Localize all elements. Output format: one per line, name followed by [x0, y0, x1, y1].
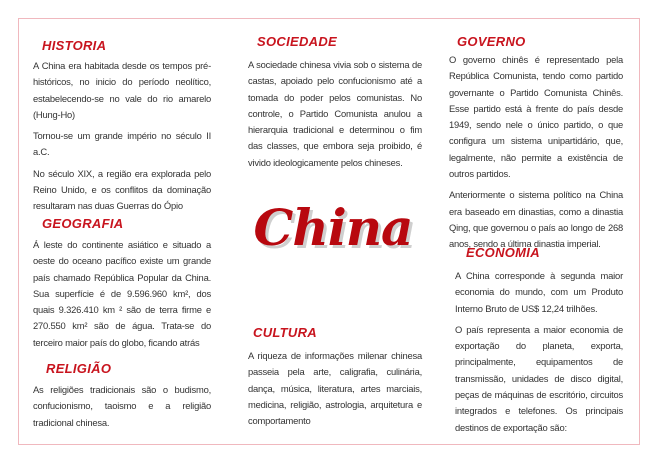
section-body-geografia	[33, 237, 211, 356]
section-title-governo: GOVERNO	[457, 34, 526, 49]
section-body-governo	[449, 52, 623, 258]
section-title-historia: HISTORIA	[42, 38, 107, 53]
paragraph: Anteriormente o sistema político na China era baseado em dinastias, como a dinastia Qing, que governou o país ao longo de 268 anos, sendo a última dinastia imperial.	[449, 189, 623, 250]
section-body-religiao	[33, 382, 211, 436]
paragraph: Á leste do continente asiático e situado a oeste do oceano pacífico existe um grande país chamado República Popular da China. Sua superfície é de 9.596.960 km², dos quais 9.326.410 km ² são de terra firme e 270.550 km² são de água. Trata-se do terceiro maior país do globo, ficando atrás	[33, 239, 211, 348]
section-title-religiao: RELIGIÃO	[46, 361, 112, 376]
paragraph: A sociedade chinesa vivia sob o sistema de castas, apoiado pelo confucionismo até a tomada do poder pelos comunistas. No controle, o Partido Comunista anulou a hierarquia tradicional e determinou o fim das classes, que embora seja proibido, é vivido ideologicamente pelos chineses.	[248, 59, 422, 168]
section-body-sociedade	[248, 57, 422, 176]
paragraph: A China era habitada desde os tempos pré-históricos, no inicio do período neolítico, estabelecendo-se no vale do rio amarelo (Hung-Ho)	[33, 60, 211, 120]
paragraph: Tornou-se um grande império no século II a.C.	[33, 130, 211, 158]
main-title: China	[253, 198, 413, 257]
section-title-geografia: GEOGRAFIA	[42, 216, 124, 231]
paragraph: O governo chinês é representado pela República Comunista, tendo como partido governante o Partido Comunista Chinês. Esse partido está à frente do país desde 1949, sendo nele o único partido, o que configura um sistema unipartidário, que, legalmente, não permite a existência de outros partidos.	[449, 54, 623, 180]
paragraph: A China corresponde à segunda maior economia do mundo, com um Produto Interno Bruto de US$ 12,24 trilhões.	[455, 270, 623, 314]
section-title-sociedade: SOCIEDADE	[257, 34, 337, 49]
paragraph: No século XIX, a região era explorada pelo Reino Unido, e os conflitos da dominação resultaram nas duas Guerras do Ópio	[33, 167, 211, 212]
section-body-historia	[33, 58, 211, 220]
paragraph: O país representa a maior economia de exportação do planeta, exporta, principalmente, equipamentos de transmissão, unidades de disco digital, peças de máquinas de escritório, circuitos integrados e telefones. Os principais destinos de exportação são:	[455, 323, 623, 433]
section-title-cultura: CULTURA	[253, 325, 317, 340]
paragraph: A riqueza de informações milenar chinesa passeia pela arte, caligrafia, culinária, dança, música, literatura, artes marciais, medicina, religião, astrologia, arquitetura e comportamento	[248, 350, 422, 427]
paragraph: As religiões tradicionais são o budismo, confucionismo, taoismo e a religião tradicional chinesa.	[33, 384, 211, 428]
section-title-economia: ECONOMIA	[466, 245, 540, 260]
section-body-economia	[455, 268, 623, 441]
section-body-cultura	[248, 348, 422, 434]
